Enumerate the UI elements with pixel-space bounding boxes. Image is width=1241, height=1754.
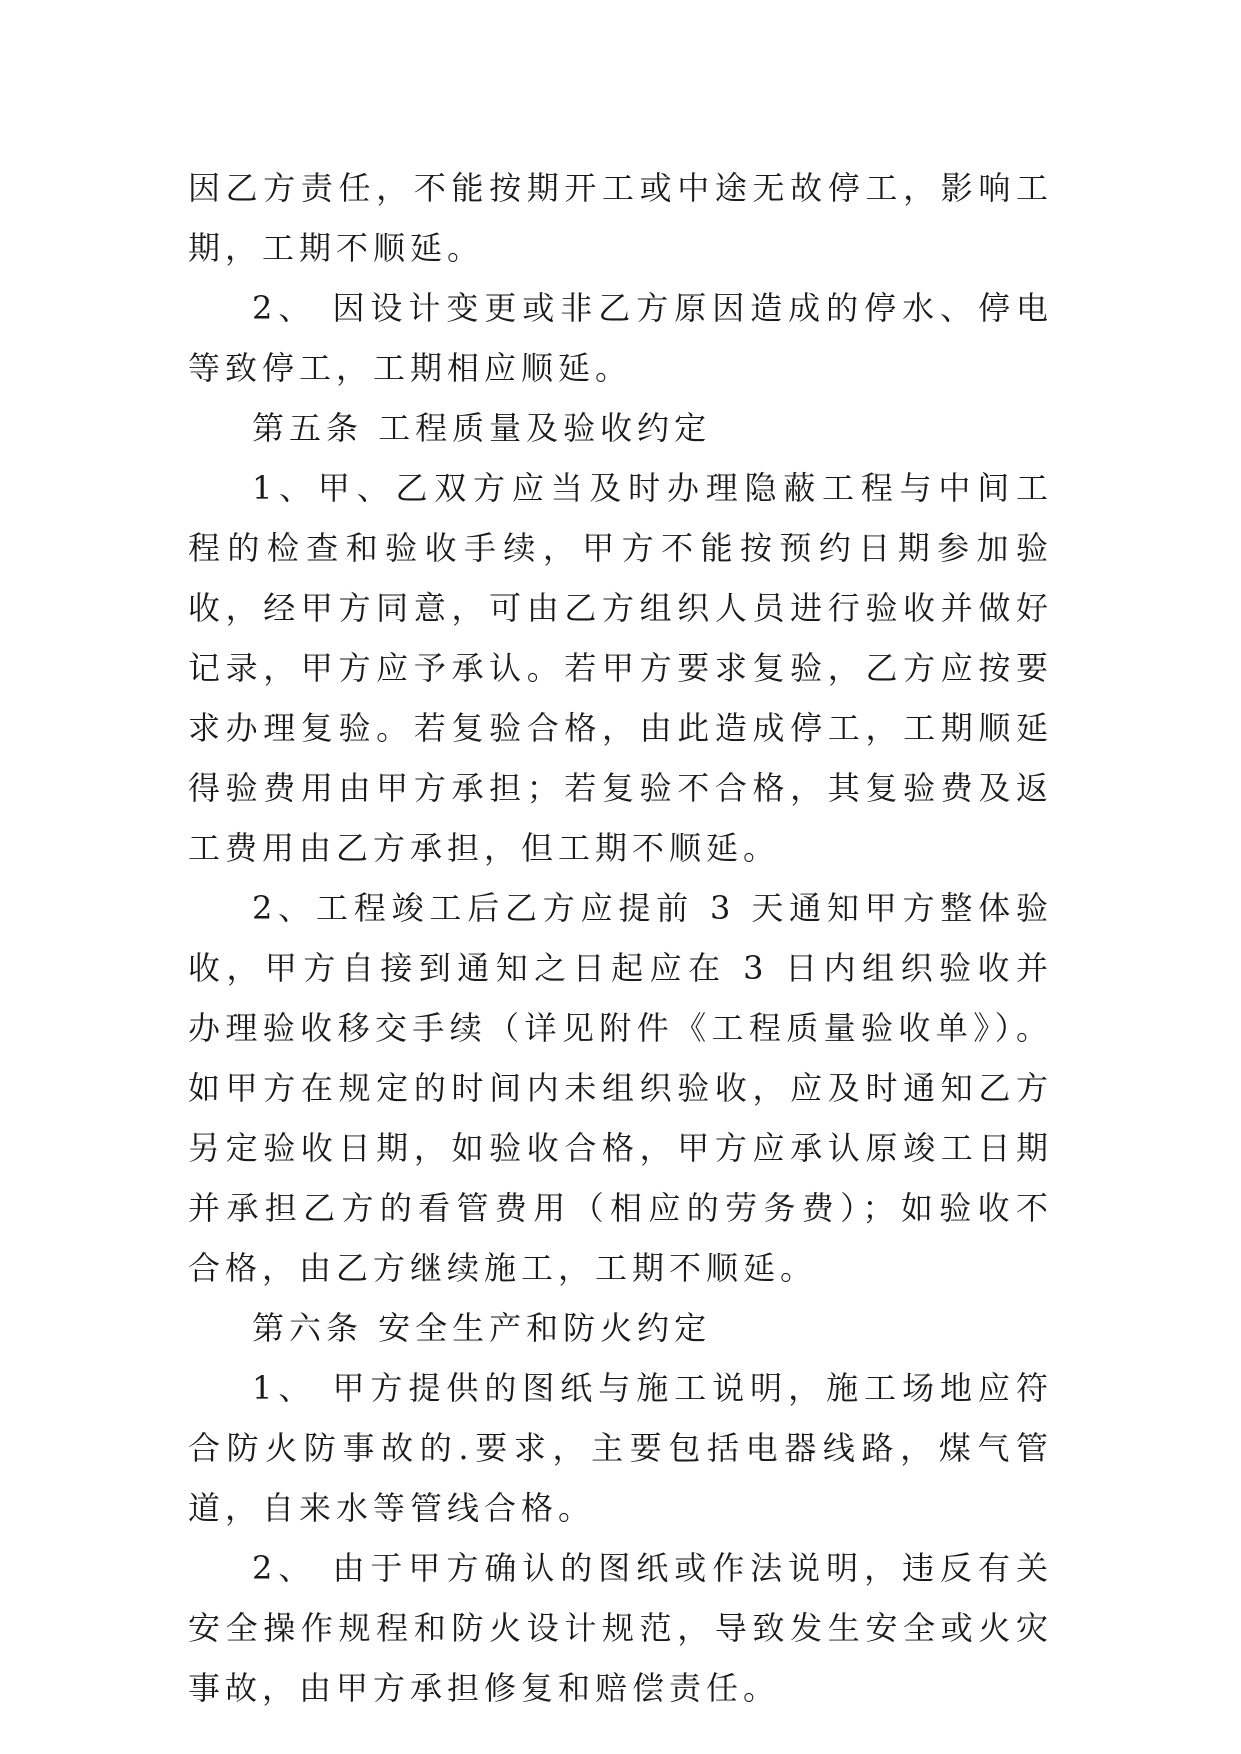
paragraph-article-5-item-1: 1、甲、乙双方应当及时办理隐蔽工程与中间工程的检查和验收手续，甲方不能按预约日期参加验收，经甲方同意，可由乙方组织人员进行验收并做好记录，甲方应予承认。若甲方要求复验，乙方应按要求办理复验。若复验合格，由此造成停工，工期顺延得验费用由甲方承担；若复验不合格，其复验费及返工费用由乙方承担，但工期不顺延。 [188,469,1053,867]
paragraph-item-2-delay: 2、 因设计变更或非乙方原因造成的停水、停电等致停工，工期相应顺延。 [188,289,1053,387]
document-body [188,158,1053,1718]
paragraph-article-5-item-2: 2、工程竣工后乙方应提前 3 天通知甲方整体验收，甲方自接到通知之日起应在 3 日内组织验收并办理验收移交手续（详见附件《工程质量验收单》）。如甲方在规定的时间内未组织验收，应及时通知乙方另定验收日期，如验收合格，甲方应承认原竣工日期并承担乙方的看管费用（相应的劳务费）；如验收不合格，由乙方继续施工，工期不顺延。 [188,889,1053,1287]
paragraph-article-6-item-2: 2、 由于甲方确认的图纸或作法说明，违反有关安全操作规程和防火设计规范，导致发生安全或火灾事故，由甲方承担修复和赔偿责任。 [188,1549,1053,1707]
paragraph-article-6-item-1: 1、 甲方提供的图纸与施工说明，施工场地应符合防火防事故的.要求，主要包括电器线路，煤气管道，自来水等管线合格。 [188,1369,1053,1527]
section-heading-article-6: 第六条 安全生产和防火约定 [252,1309,712,1347]
paragraph-continuation: 因乙方责任，不能按期开工或中途无故停工，影响工期，工期不顺延。 [188,169,1053,267]
section-heading-article-5: 第五条 工程质量及验收约定 [252,409,712,447]
